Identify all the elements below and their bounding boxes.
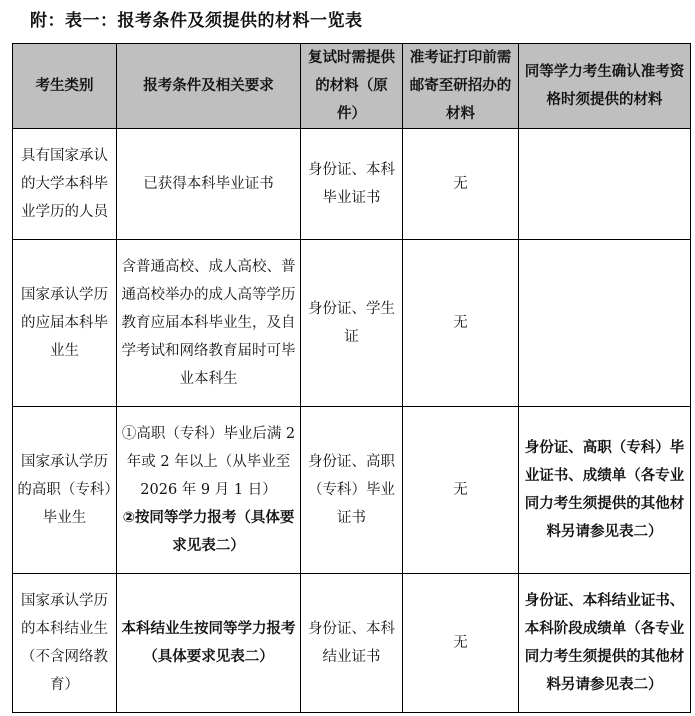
cell-equivalent — [519, 129, 691, 240]
cell-mail: 无 — [403, 240, 519, 407]
cell-retest: 身份证、本科毕业证书 — [301, 129, 403, 240]
cell-mail: 无 — [403, 407, 519, 574]
page-title: 附：表一：报考条件及须提供的材料一览表 — [30, 11, 363, 31]
cell-equivalent — [519, 407, 691, 574]
cell-equivalent — [519, 240, 691, 407]
cell-conditions: 含普通高校、成人高校、普通高校举办的成人高等学历教育应届本科毕业生，及自学考试和网络教育届时可毕业本科生 — [117, 240, 301, 407]
cell-conditions: 已获得本科毕业证书 — [117, 129, 301, 240]
header-conditions: 报考条件及相关要求 — [117, 44, 301, 129]
header-retest-materials: 复试时需提供的材料（原件） — [301, 44, 403, 129]
cell-retest: 身份证、本科结业证书 — [301, 574, 403, 713]
cell-category: 国家承认学历的应届本科毕业生 — [13, 240, 117, 407]
cell-mail: 无 — [403, 574, 519, 713]
header-equivalent-materials: 同等学力考生确认准考资格时须提供的材料 — [519, 44, 691, 129]
condition-item-1: ①高职（专科）毕业后满 2 年或 2 年以上（从毕业至 2026 年 9 月 1 日） — [121, 426, 296, 498]
equivalent-part-1: 身份证、 — [524, 440, 583, 456]
cell-conditions: 本科结业生按同等学力报考（具体要求见表二） — [117, 574, 301, 713]
cell-category: 国家承认学历的高职（专科）毕业生 — [13, 407, 117, 574]
cell-retest: 身份证、高职（专科）毕业证书 — [301, 407, 403, 574]
cell-equivalent: 身份证、本科结业证书、本科阶段成绩单（各专业同力考生须提供的其他材料另请参见表二） — [519, 574, 691, 713]
cell-category: 具有国家承认的大学本科毕业学历的人员 — [13, 129, 117, 240]
cell-retest: 身份证、学生证 — [301, 240, 403, 407]
table-header-row — [13, 44, 691, 129]
cell-conditions — [117, 407, 301, 574]
header-mail-materials: 准考证打印前需邮寄至研招办的材料 — [403, 44, 519, 129]
table-row — [13, 574, 691, 713]
requirements-table — [12, 43, 691, 713]
equivalent-part-2: 高职（专科）毕业证书、成绩单（各专业同力考生须提供的其他材料另请参见表二） — [524, 440, 685, 540]
table-row — [13, 129, 691, 240]
table-row — [13, 240, 691, 407]
cell-mail: 无 — [403, 129, 519, 240]
header-category: 考生类别 — [13, 44, 117, 129]
cell-category: 国家承认学历的本科结业生（不含网络教育） — [13, 574, 117, 713]
table-row — [13, 407, 691, 574]
condition-item-2: ②按同等学力报考（具体要求见表二） — [122, 510, 295, 554]
